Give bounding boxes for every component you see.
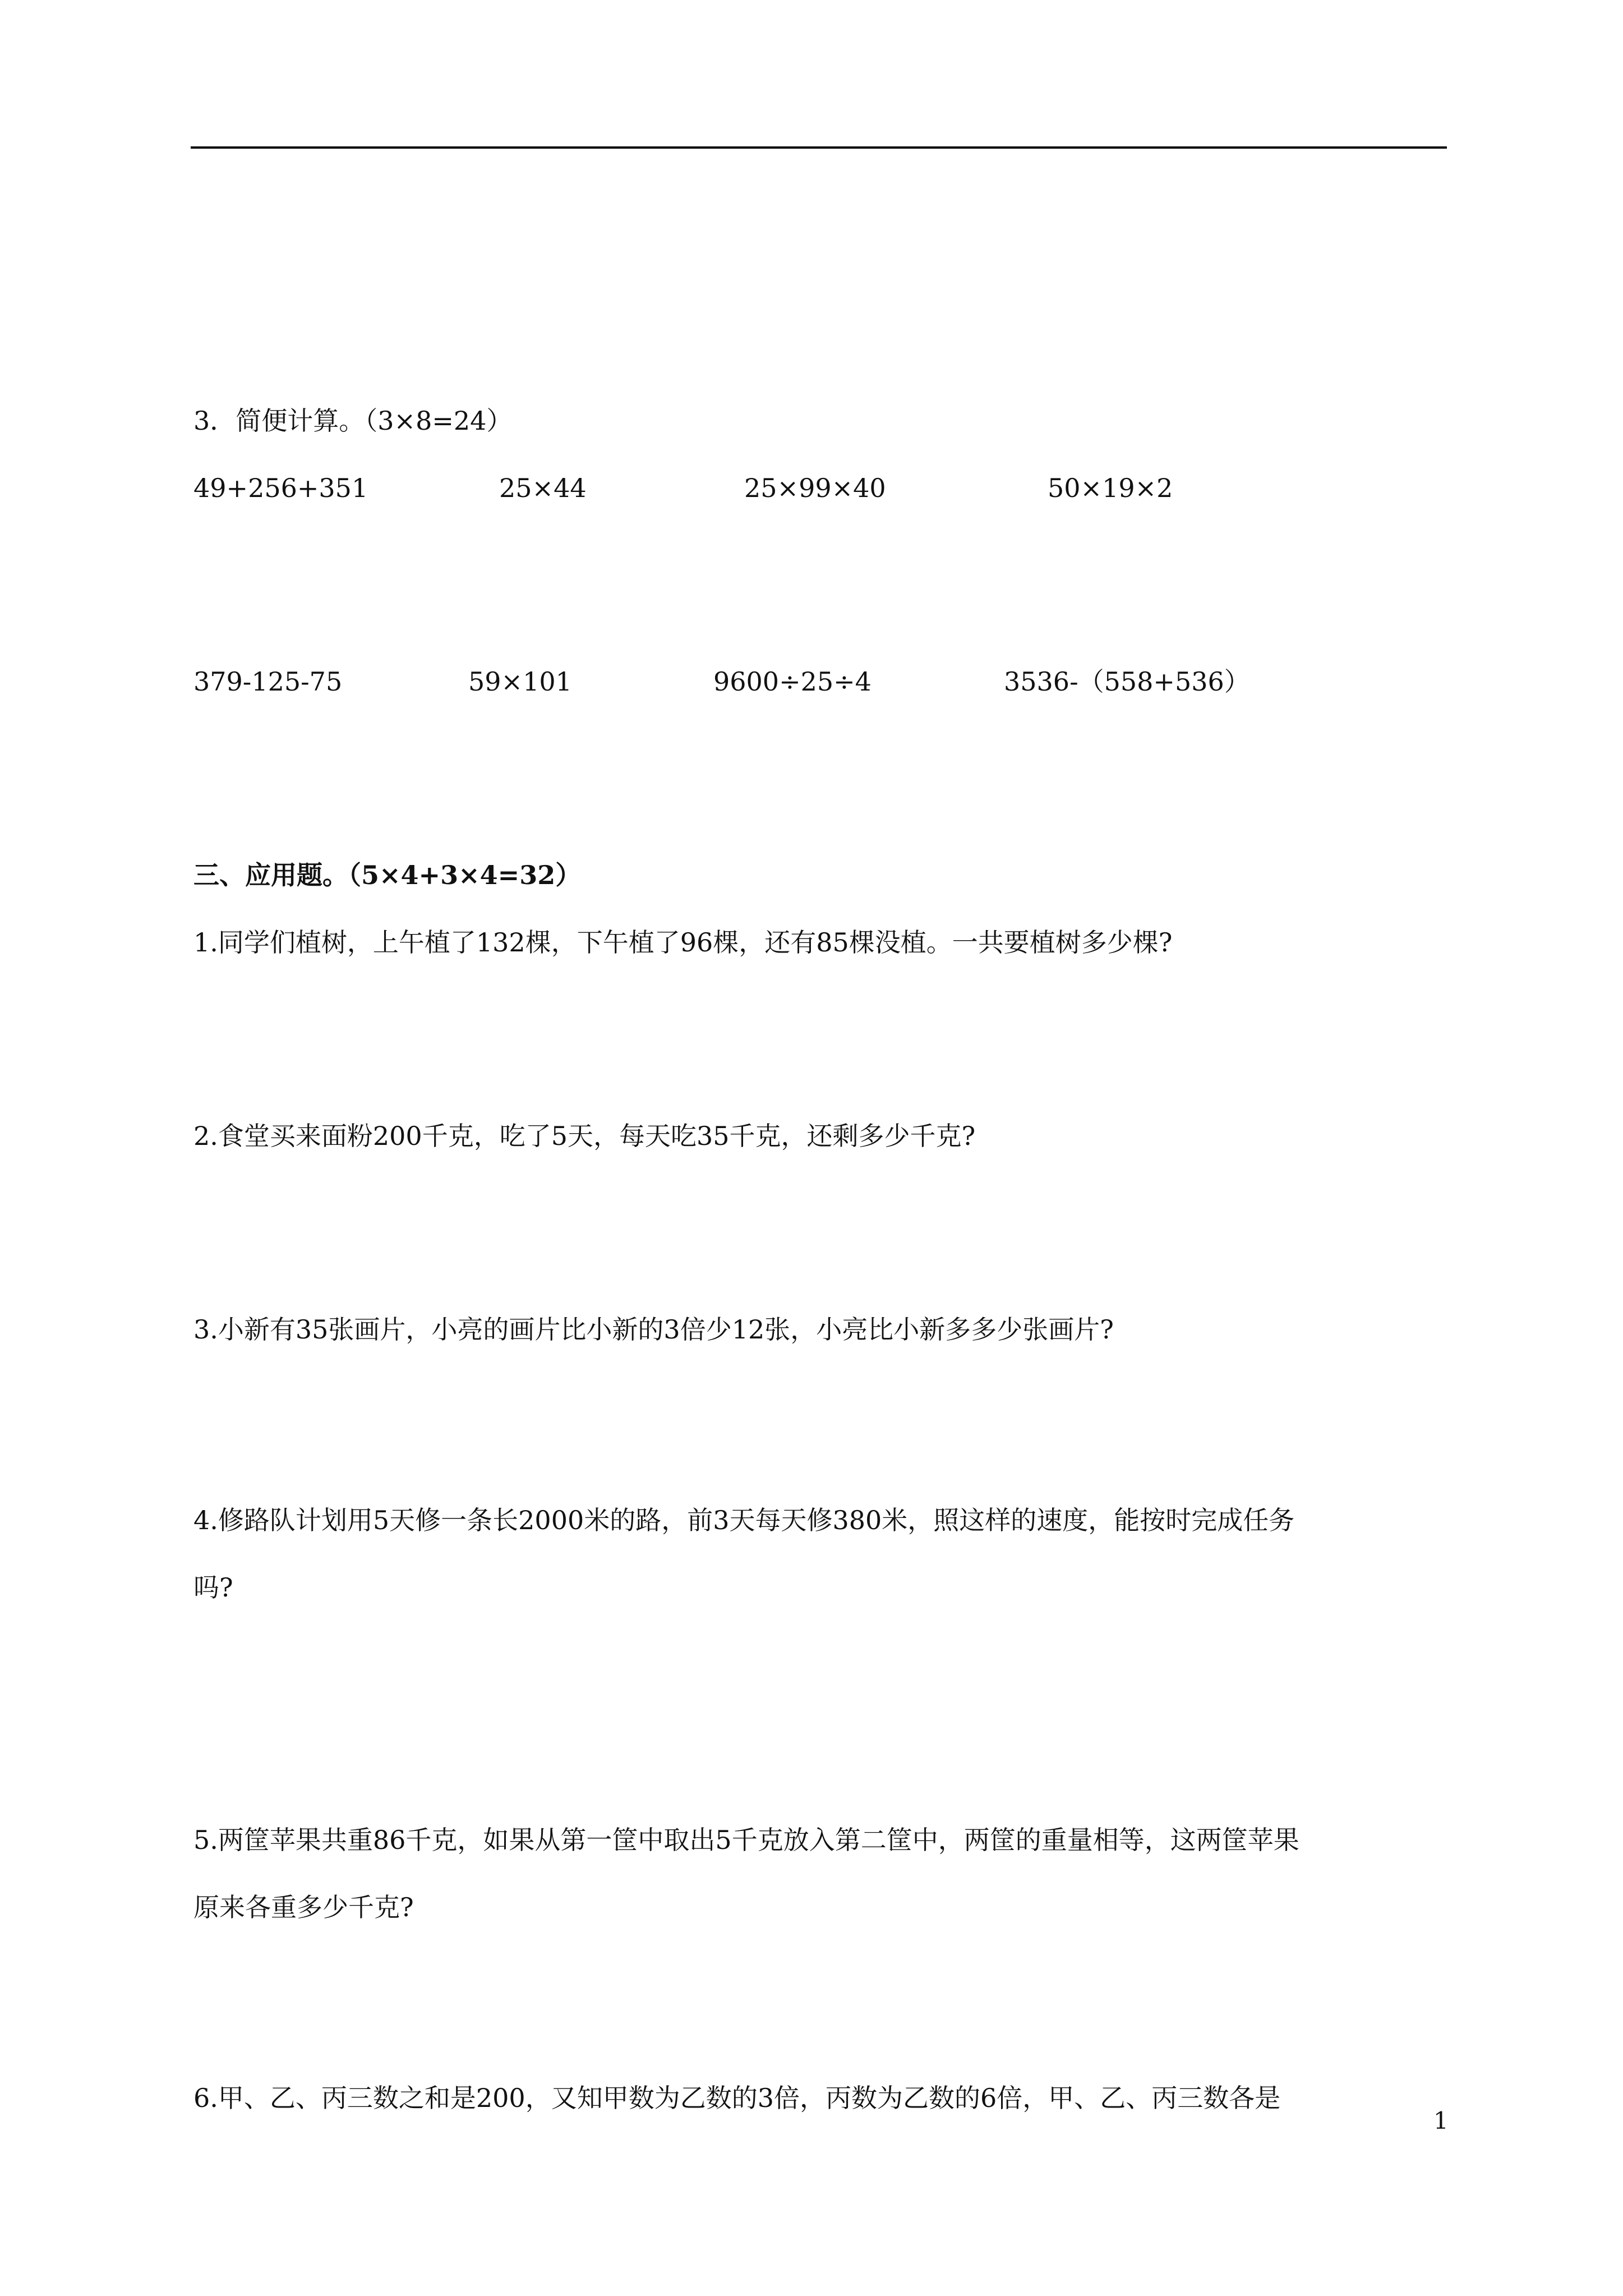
question-4-line-2: 吗?: [193, 1572, 233, 1603]
calc-item: 50×19×2: [1048, 473, 1173, 503]
question-5-line-1: 5.两筐苹果共重86千克，如果从第一筐中取出5千克放入第二筐中，两筐的重量相等，这两筐苹果: [193, 1825, 1299, 1855]
calc-row-1: [193, 471, 1450, 505]
calc-item: 59×101: [468, 666, 572, 697]
question-1: 1.同学们植树，上午植了132棵，下午植了96棵，还有85棵没植。一共要植树多少棵?: [193, 927, 1173, 958]
applied-heading: 三、应用题。（5×4+3×4=32）: [193, 860, 582, 890]
question-6-line-1: 6.甲、乙、丙三数之和是200，又知甲数为乙数的3倍，丙数为乙数的6倍，甲、乙、丙三数各是: [193, 2083, 1281, 2113]
calc-item: 25×99×40: [744, 473, 886, 503]
question-2: 2.食堂买来面粉200千克，吃了5天，每天吃35千克，还剩多少千克?: [193, 1121, 976, 1151]
calc-row-2: [193, 665, 1450, 698]
section3-heading: 3．简便计算。（3×8=24）: [193, 406, 513, 436]
calc-item: 3536-（558+536）: [1004, 666, 1250, 697]
calc-item: 379-125-75: [193, 666, 343, 697]
calc-item: 9600÷25÷4: [713, 666, 872, 697]
calc-item: 49+256+351: [193, 473, 368, 503]
header-rule: [191, 146, 1447, 149]
question-5-line-2: 原来各重多少千克?: [193, 1892, 414, 1922]
question-4-line-1: 4.修路队计划用5天修一条长2000米的路，前3天每天修380米，照这样的速度，能按时完成任务: [193, 1505, 1295, 1535]
page-number: 1: [1433, 2107, 1449, 2134]
question-3: 3.小新有35张画片，小亮的画片比小新的3倍少12张，小亮比小新多多少张画片?: [193, 1314, 1114, 1345]
calc-item: 25×44: [499, 473, 587, 503]
